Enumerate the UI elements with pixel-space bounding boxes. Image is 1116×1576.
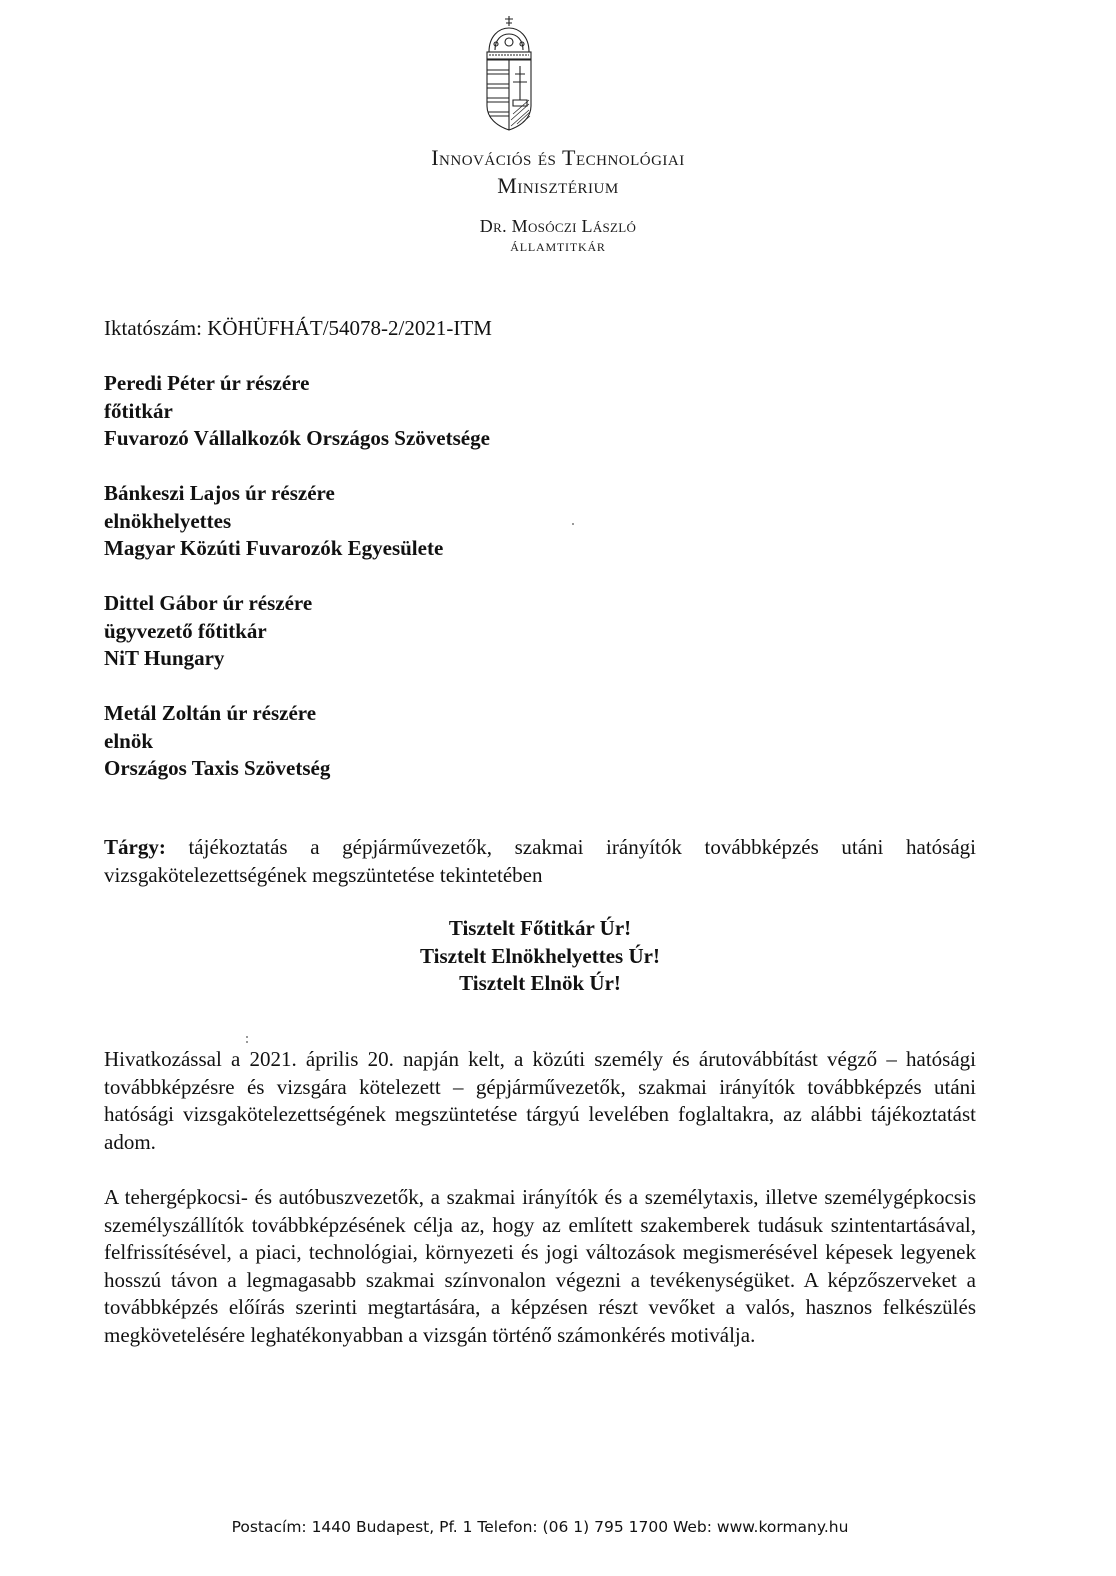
- scan-artifact: [246, 1041, 248, 1043]
- reference-number: Iktatószám: KÖHÜFHÁT/54078-2/2021-ITM: [104, 316, 492, 340]
- addressee-position: ügyvezető főtitkár: [104, 618, 267, 643]
- addressee-name: Dittel Gábor úr részére: [104, 591, 313, 615]
- ministry-name-line2: Minisztérium: [497, 173, 619, 198]
- addressee-position: elnökhelyettes: [104, 508, 232, 533]
- ministry-name-line1: Innovációs és Technológiai: [431, 145, 685, 170]
- addressee-block: [104, 480, 443, 563]
- addressee-name: Metál Zoltán úr részére: [104, 701, 317, 725]
- salutation-line: Tisztelt Főtitkár Úr!: [448, 916, 632, 940]
- addressee-name: Bánkeszi Lajos úr részére: [104, 481, 335, 505]
- addressee-block: [104, 590, 312, 673]
- hungarian-coat-of-arms-icon: [481, 14, 537, 134]
- body-paragraph: Hivatkozással a 2021. április 20. napján kelt, a közúti személy és árutovábbítást végző – hatósági továbbképzésre és vizsgára kötelezett – gépjárművezetők, szakmai irányítók továbbképzés utáni hatósági vizsgakötelezettségének megszüntetése tárgyú levelében foglaltakra, az alábbi tájékoztatást adom.: [104, 1047, 976, 1154]
- body-paragraph: A tehergépkocsi- és autóbuszvezetők, a szakmai irányítók és a személytaxis, illetve személygépkocsis személyszállítók továbbképzésének célja az, hogy az említett szakemberek tudásuk szintentartásával, felfrissítésével, a piaci, technológiai, környezeti és jogi változások megismerésével képesek legyenek hosszú távon a legmagasabb szakmai színvonalon végezni a tevékenységüket. A képzőszerveket a továbbképzés előírás szerinti megtartására, a képzésen részt vevőket a valós, hasznos felkészülés megkövetelésére leghatékonyabban a vizsgán történő számonkérés motiválja.: [104, 1185, 976, 1347]
- subject-label: Tárgy:: [104, 835, 166, 859]
- subject-text: tájékoztatás a gépjárművezetők, szakmai irányítók továbbképzés utáni hatósági vizsgakötelezettségének megszüntetése tekintetében: [104, 835, 976, 887]
- scan-artifact: [246, 1036, 248, 1038]
- addressee-organization: Fuvarozó Vállalkozók Országos Szövetsége: [104, 426, 490, 450]
- scan-artifact: [572, 523, 574, 525]
- subject-line: [104, 834, 976, 889]
- footer-contact: Postacím: 1440 Budapest, Pf. 1 Telefon: (06 1) 795 1700 Web: www.kormany.hu: [231, 1518, 849, 1536]
- ministry-name: [0, 144, 1116, 200]
- addressee-block: [104, 370, 490, 453]
- addressee-name: Peredi Péter úr részére: [104, 371, 310, 395]
- addressee-position: elnök: [104, 728, 154, 753]
- official-name: Dr. Mosóczi László: [479, 216, 637, 236]
- salutation-line: Tisztelt Elnökhelyettes Úr!: [420, 943, 660, 968]
- salutation: [0, 915, 1080, 998]
- addressee-organization: Magyar Közúti Fuvarozók Egyesülete: [104, 536, 444, 560]
- addressee-organization: NiT Hungary: [104, 646, 225, 670]
- addressee-block: [104, 700, 330, 783]
- addressee-position: főtitkár: [104, 398, 173, 423]
- official-title: ÁLLAMTITKÁR: [510, 240, 606, 254]
- addressee-organization: Országos Taxis Szövetség: [104, 756, 331, 780]
- salutation-line: Tisztelt Elnök Úr!: [459, 971, 621, 995]
